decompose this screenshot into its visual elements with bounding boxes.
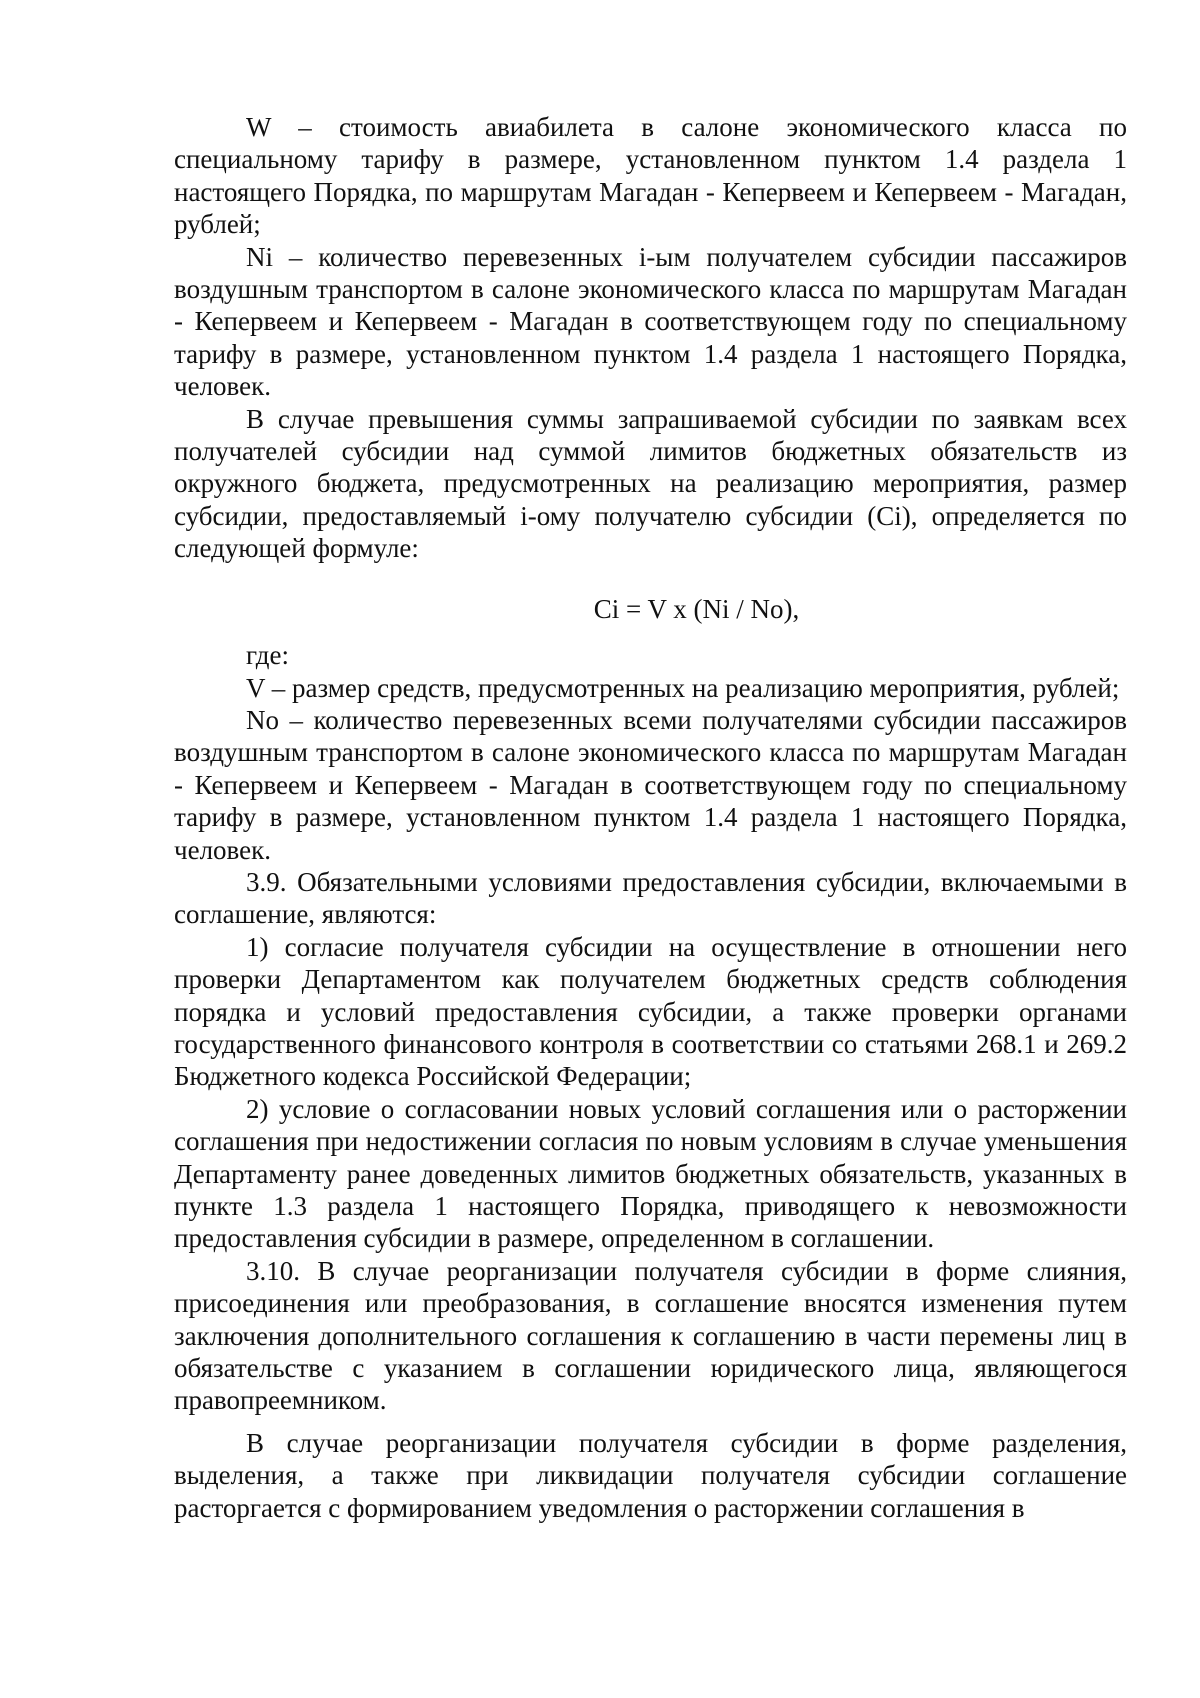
formula-ci: Ci = V x (Ni / No), bbox=[593, 593, 800, 624]
paragraph-v-definition: V – размер средств, предусмотренных на реализацию мероприятия, рублей; bbox=[246, 672, 1120, 703]
paragraph-ni-definition: Ni – количество перевезенных i-ым получателем субсидии пассажиров воздушным транспортом в салоне экономического класса по маршрутам Магадан - Кепервеем и Кепервеем - Магадан в соответствующем году по специальному тарифу в размере, установленном пунктом 1.4 раздела 1 настоящего Порядка, человек. bbox=[174, 241, 1127, 402]
paragraph-where: где: bbox=[246, 640, 289, 671]
paragraph-reorganization-division: В случае реорганизации получателя субсидии в форме разделения, выделения, а также при ликвидации получателя субсидии соглашение расторгается с формированием уведомления о расторжении соглашения в bbox=[174, 1427, 1127, 1523]
paragraph-condition-2: 2) условие о согласовании новых условий соглашения или о расторжении соглашения при недостижении согласия по новым условиям в случае уменьшения Департаменту ранее доведенных лимитов бюджетных обязательств, указанных в пункте 1.3 раздела 1 настоящего Порядка, приводящего к невозможности предоставления субсидии в размере, определенном в соглашении. bbox=[174, 1093, 1127, 1254]
paragraph-section-3-9: 3.9. Обязательными условиями предоставления субсидии, включаемыми в соглашение, являются: bbox=[174, 866, 1127, 930]
document-body bbox=[174, 111, 1127, 1524]
paragraph-no-definition: No – количество перевезенных всеми получателями субсидии пассажиров воздушным транспортом в салоне экономического класса по маршрутам Магадан - Кепервеем и Кепервеем - Магадан в соответствующем году по специальному тарифу в размере, установленном пунктом 1.4 раздела 1 настоящего Порядка, человек. bbox=[174, 704, 1127, 865]
paragraph-w-definition: W – стоимость авиабилета в салоне экономического класса по специальному тарифу в размере, установленном пунктом 1.4 раздела 1 настоящего Порядка, по маршрутам Магадан - Кепервеем и Кепервеем - Магадан, рублей; bbox=[174, 112, 1127, 240]
paragraph-condition-1: 1) согласие получателя субсидии на осуществление в отношении него проверки Департаментом как получателем бюджетных средств соблюдения порядка и условий предоставления субсидии, а также проверки органами государственного финансового контроля в соответствии со статьями 268.1 и 269.2 Бюджетного кодекса Российской Федерации; bbox=[174, 931, 1127, 1092]
paragraph-section-3-10: 3.10. В случае реорганизации получателя субсидии в форме слияния, присоединения или преобразования, в соглашение вносятся изменения путем заключения дополнительного соглашения к соглашению в части перемены лиц в обязательстве с указанием в соглашении юридического лица, являющегося правопреемником. bbox=[174, 1255, 1127, 1416]
paragraph-subsidy-excess: В случае превышения суммы запрашиваемой субсидии по заявкам всех получателей субсидии над суммой лимитов бюджетных обязательств из окружного бюджета, предусмотренных на реализацию мероприятия, размер субсидии, предоставляемый i-ому получателю субсидии (Ci), определяется по следующей формуле: bbox=[174, 403, 1127, 564]
